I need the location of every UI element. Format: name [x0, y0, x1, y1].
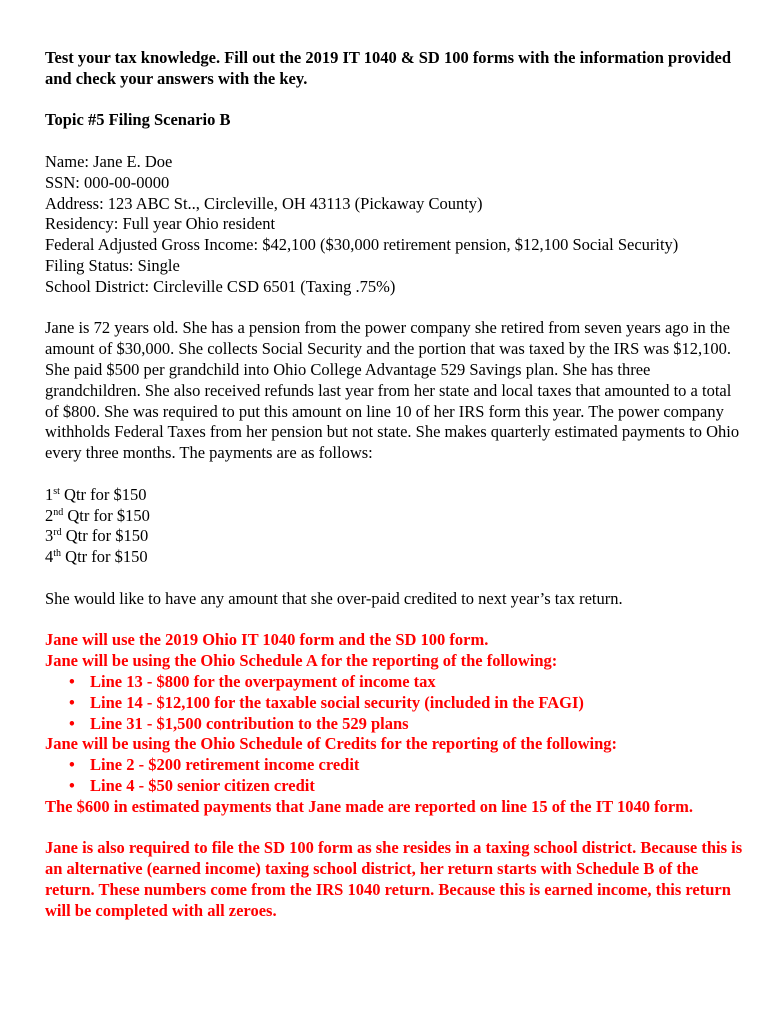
answer-key	[45, 630, 745, 921]
spacer	[45, 817, 745, 838]
answer-forms-line: Jane will use the 2019 Ohio IT 1040 form and the SD 100 form.	[45, 630, 489, 650]
spacer	[45, 298, 745, 319]
taxpayer-fagi: Federal Adjusted Gross Income: $42,100 ($30,000 retirement pension, $12,100 Social Security)	[45, 235, 679, 255]
taxpayer-filing-status: Filing Status: Single	[45, 255, 180, 275]
payment-amount-text: Qtr for $150	[63, 505, 150, 525]
credits-intro: Jane will be using the Ohio Schedule of Credits for the reporting of the following:	[45, 734, 618, 754]
payment-quarter-number: 2	[45, 505, 54, 525]
narrative-paragraph: Jane is 72 years old. She has a pension from the power company she retired from seven years ago in the amount of $30,000. She collects Social Security and the portion that was taxed by the IRS was $12,100. She paid $500 per grandchild into Ohio College Advantage 529 Savings plan. She has three grandchildren. She also received refunds last year from her state and local taxes that amounted to a total of $800. She was required to put this amount on line 10 of her IRS form this year. The power company withholds Federal Taxes from her pension but not state. She makes quarterly estimated payments to Ohio every three months. The payments are as follows:	[45, 318, 740, 463]
schedule-a-item: • Line 13 - $800 for the overpayment of income tax	[45, 672, 745, 693]
payment-ordinal-suffix: nd	[53, 506, 64, 518]
payment-amount-text: Qtr for $150	[59, 484, 147, 504]
payment-list	[45, 485, 745, 568]
sd100-paragraph: Jane is also required to file the SD 100 form as she resides in a taxing school district. Because this is an alternative (earned income) taxing school district, her return starts with Schedule B of the return. These numbers come from the IRS 1040 return. Because this is earned income, this return will be completed with all zeroes.	[45, 838, 743, 920]
estimated-payments-note: The $600 in estimated payments that Jane made are reported on line 15 of the IT 1040 form.	[45, 796, 694, 816]
credits-list	[45, 755, 745, 797]
credits-item: • Line 4 - $50 senior citizen credit	[45, 776, 745, 797]
spacer	[45, 464, 745, 485]
spacer	[45, 568, 745, 589]
document-page	[45, 48, 745, 921]
payment-ordinal-suffix: st	[53, 485, 60, 497]
schedule-a-item: • Line 14 - $12,100 for the taxable social security (included in the FAGI)	[45, 693, 745, 714]
spacer	[45, 131, 745, 152]
taxpayer-info	[45, 152, 745, 298]
payment-amount-text: Qtr for $150	[61, 547, 148, 567]
taxpayer-name: Name: Jane E. Doe	[45, 151, 173, 171]
taxpayer-residency: Residency: Full year Ohio resident	[45, 214, 276, 234]
payment-quarter-number: 1	[45, 484, 54, 504]
intro-heading: Test your tax knowledge. Fill out the 2019 IT 1040 & SD 100 forms with the information provided and check your answers with the key.	[45, 48, 732, 88]
payment-quarter-number: 4	[45, 547, 54, 567]
taxpayer-ssn: SSN: 000-00-0000	[45, 172, 170, 192]
payment-line	[45, 485, 745, 506]
payment-line	[45, 506, 745, 527]
schedule-a-item: • Line 31 - $1,500 contribution to the 529 plans	[45, 714, 745, 735]
spacer	[45, 610, 745, 631]
spacer	[45, 90, 745, 111]
payment-line	[45, 547, 745, 568]
schedule-a-list	[45, 672, 745, 734]
payment-quarter-number: 3	[45, 526, 54, 546]
payment-ordinal-suffix: th	[53, 548, 62, 560]
payment-ordinal-suffix: rd	[53, 527, 62, 539]
credits-item: • Line 2 - $200 retirement income credit	[45, 755, 745, 776]
topic-title: Topic #5 Filing Scenario B	[45, 110, 231, 130]
overpaid-note: She would like to have any amount that she over-paid credited to next year’s tax return.	[45, 588, 623, 608]
schedule-a-intro: Jane will be using the Ohio Schedule A for the reporting of the following:	[45, 651, 558, 671]
taxpayer-address: Address: 123 ABC St.., Circleville, OH 43113 (Pickaway County)	[45, 193, 483, 213]
payment-line	[45, 526, 745, 547]
taxpayer-school-district: School District: Circleville CSD 6501 (Taxing .75%)	[45, 276, 396, 296]
payment-amount-text: Qtr for $150	[61, 526, 149, 546]
